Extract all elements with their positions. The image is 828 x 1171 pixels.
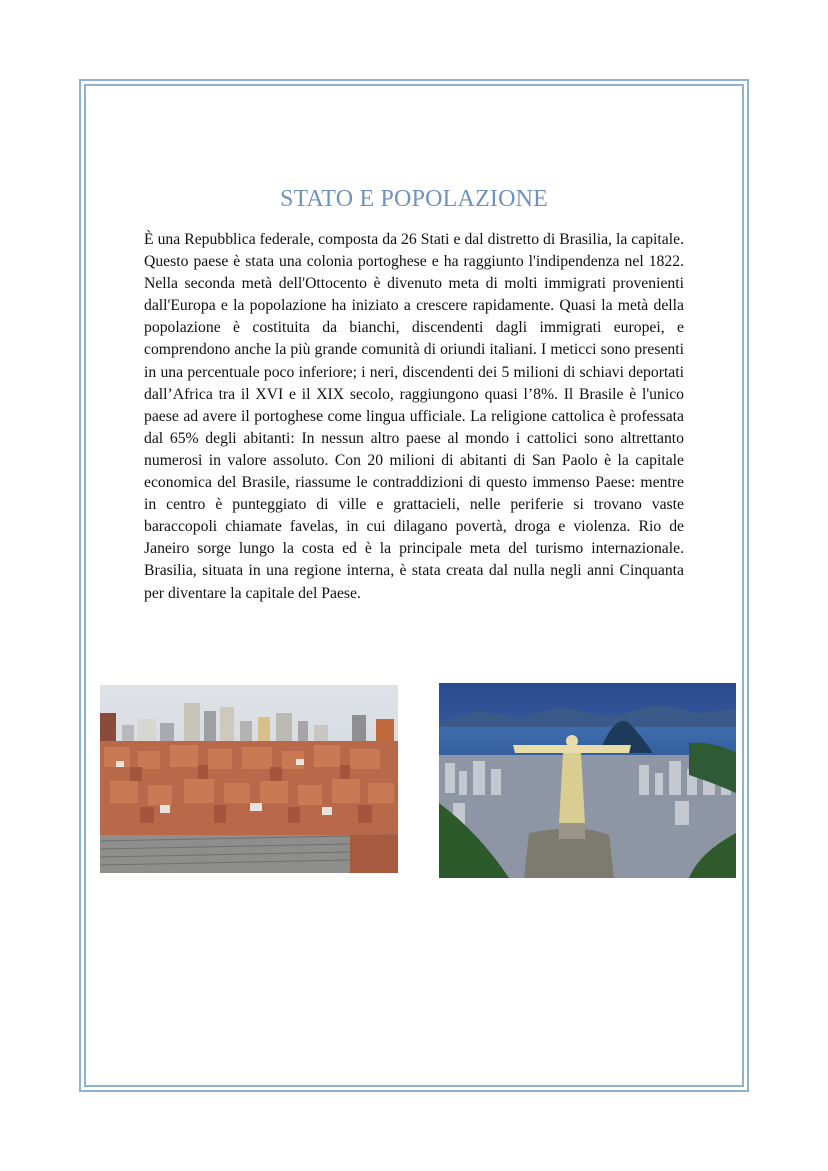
section-paragraph: È una Repubblica federale, composta da 26 Stati e dal distretto di Brasilia, la capitale. Questo paese è stata una colonia portoghese e ha raggiunto l'indipendenza nel 1822. Nella seconda metà dell'Ottocento è divenuto meta di molti immigrati provenienti dall'Europa e la popolazione ha iniziato a crescere rapidamente. Quasi la metà della popolazione è costituita da bianchi, discendenti dagli immigrati europei, e comprendono anche la più grande comunità di oriundi italiani. I meticci sono presenti in una percentuale poco inferiore; i neri, discendenti dei 5 milioni di schiavi deportati dall’Africa tra il XVI e il XIX secolo, raggiungono quasi l’8%. Il Brasile è l'unico paese ad avere il portoghese come lingua ufficiale. La religione cattolica è professata dal 65% degli abitanti: In nessun altro paese al mondo i cattolici sono altrettanto numerosi in valore assoluto. Con 20 milioni di abitanti di San Paolo è la capitale economica del Brasile, riassume le contraddizioni di questo immenso Paese: mentre in centro è punteggiato di ville e grattacieli, nelle periferie si trovano vaste baraccopoli chiamate favelas, in cui dilagano povertà, droga e violenza. Rio de Janeiro sorge lungo la costa ed è la principale meta del turismo internazionale. Brasilia, situata in una regione interna, è stata creata dal nulla negli anni Cinquanta per diventare la capitale del Paese. bbox=[144, 231, 684, 602]
favela-photo bbox=[100, 685, 398, 873]
rio-christ-photo bbox=[439, 683, 736, 878]
section-title: STATO E POPOLAZIONE bbox=[279, 186, 549, 212]
